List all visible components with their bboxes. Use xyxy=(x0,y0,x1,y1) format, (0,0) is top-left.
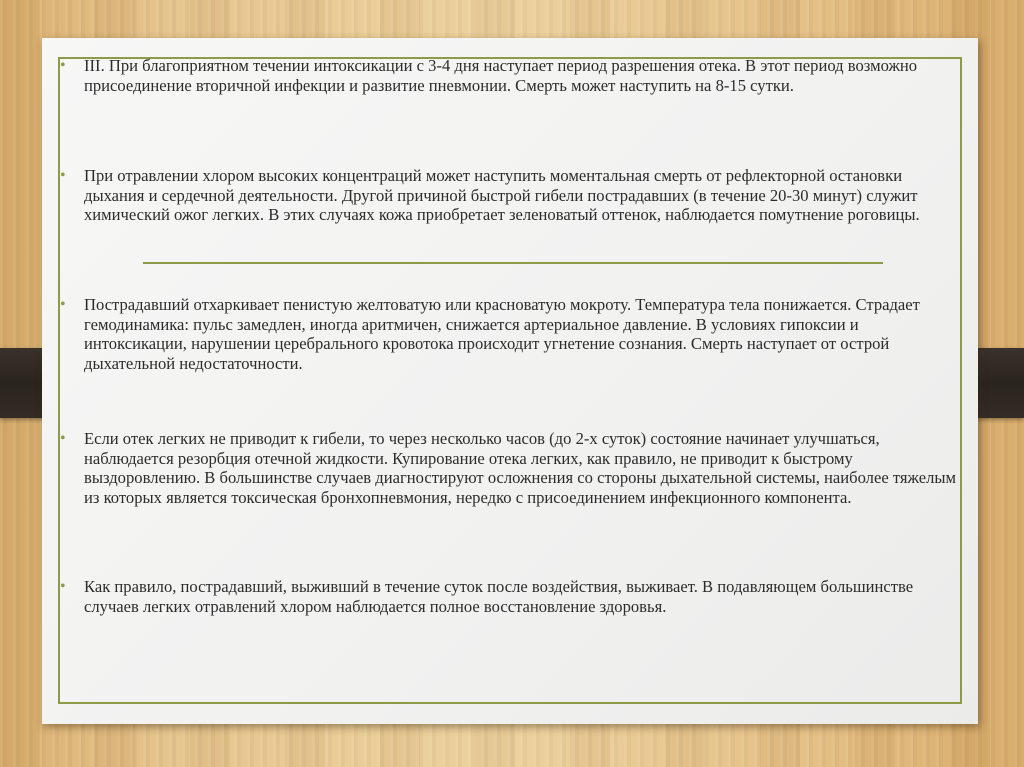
paragraph-text: Если отек легких не приводит к гибели, то через несколько часов (до 2-х суток) состояние начинает улучшаться, наблюдается резорбция отечной жидкости. Купирование отека легких, как правило, не приводит к быстрому выздоровлению. В большинстве случаев диагностируют осложнения со стороны дыхательной системы, наиболее тяжелым из которых является токсическая бронхопневмония, нередко с присоединением инфекционного компонента. xyxy=(84,429,957,507)
bullet-icon: • xyxy=(60,296,66,313)
section-divider xyxy=(143,262,883,264)
bullet-icon: • xyxy=(60,430,66,447)
bullet-icon: • xyxy=(60,57,66,74)
paragraph-text: Пострадавший отхаркивает пенистую желтоватую или красноватую мокроту. Температура тела понижается. Страдает гемодинамика: пульс замедлен, иногда аритмичен, снижается артериальное давление. В условиях гипоксии и интоксикации, нарушении церебрального кровотока происходит угнетение сознания. Смерть наступает от острой дыхательной недостаточности. xyxy=(84,295,920,373)
bullet-icon: • xyxy=(60,578,66,595)
paragraph-text: Как правило, пострадавший, выживший в течение суток после воздействия, выживает. В подавляющем большинстве случаев легких отравлений хлором наблюдается полное восстановление здоровья. xyxy=(84,577,914,616)
bullet-icon: • xyxy=(60,167,66,184)
paragraph-text: При отравлении хлором высоких концентраций может наступить моментальная смерть от рефлекторной остановки дыхания и сердечной деятельности. Другой причиной быстрой гибели пострадавших (в течение 20-30 минут) служит химический ожог легких. В этих случаях кожа приобретает зеленоватый оттенок, наблюдается помутнение роговицы. xyxy=(84,166,920,224)
paragraph-text: III. При благоприятном течении интоксикации с 3-4 дня наступает период разрешения отека. В этот период возможно присоединение вторичной инфекции и развитие пневмонии. Смерть может наступить на 8-15 сутки. xyxy=(84,56,918,95)
